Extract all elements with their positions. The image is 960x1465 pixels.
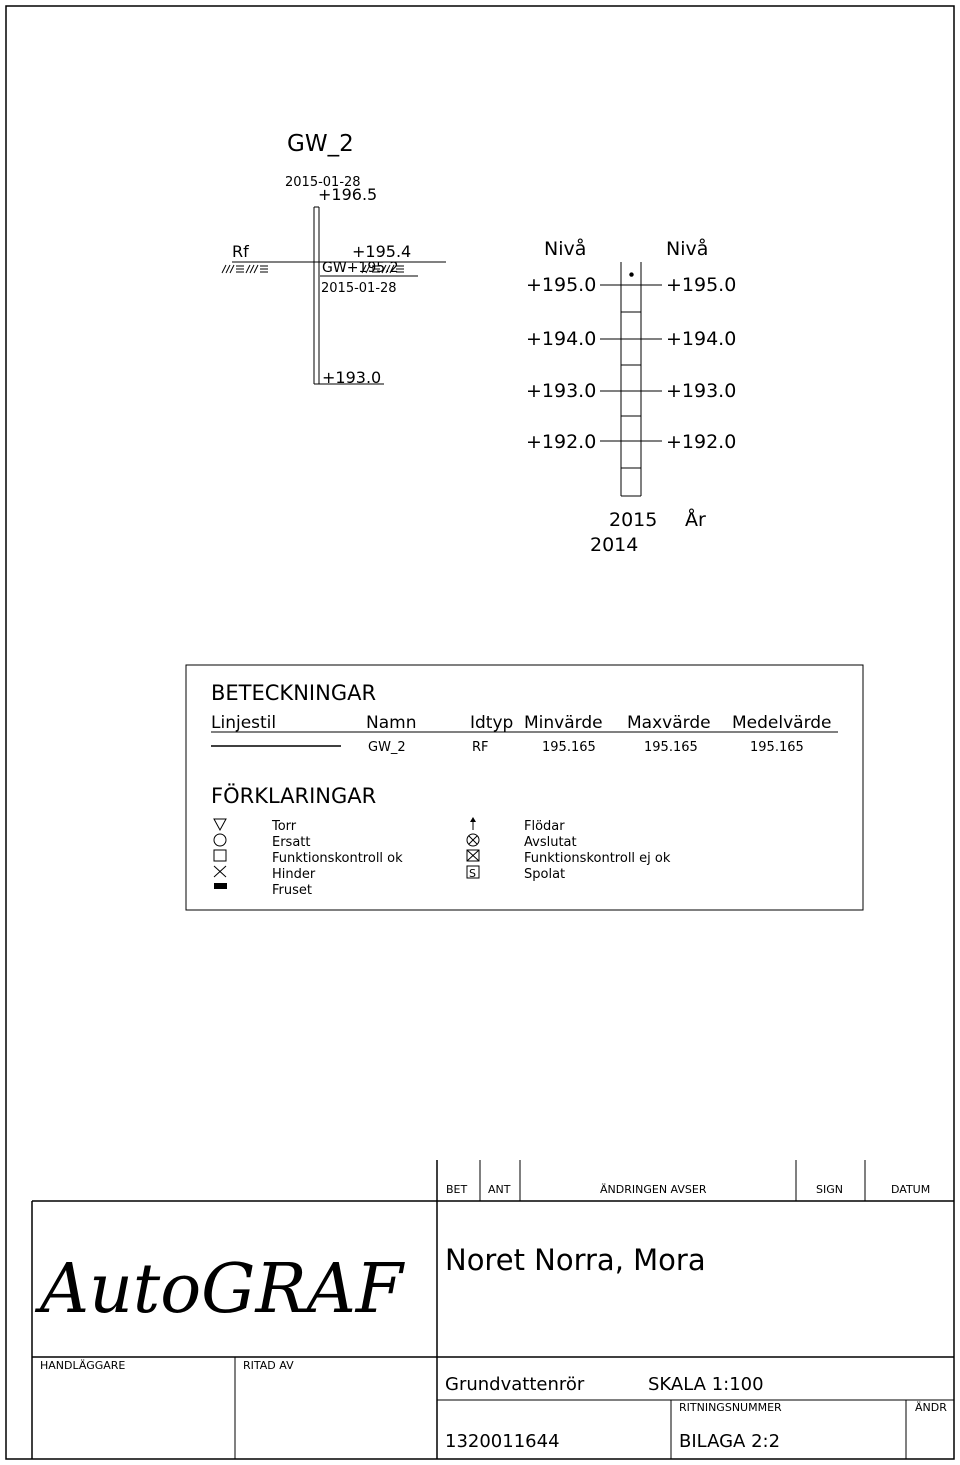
well-bottom-level: +193.0 (322, 368, 382, 387)
cross-icon (214, 866, 226, 877)
legend-item-label: Flödar (524, 819, 565, 834)
revision-header-date: DATUM (891, 1183, 931, 1196)
ritad-av-label: RITAD AV (243, 1359, 294, 1372)
left-tick-label: +194.0 (526, 328, 597, 350)
square-icon (214, 850, 226, 861)
rf-label: Rf (232, 242, 249, 261)
left-tick-label: +192.0 (526, 431, 597, 453)
revision-header-bet: BET (446, 1183, 468, 1196)
drawing-number-label: RITNINGSNUMMER (679, 1401, 782, 1414)
level-chart (526, 237, 736, 556)
circle-icon (214, 834, 226, 846)
legend-item-label: Funktionskontroll ok (272, 851, 403, 866)
project-title: Noret Norra, Mora (445, 1243, 706, 1277)
right-tick-label: +193.0 (666, 380, 737, 402)
revision-header-ant: ANT (488, 1183, 511, 1196)
left-tick-label: +193.0 (526, 380, 597, 402)
rf-level: +195.4 (352, 242, 412, 261)
header-name: Namn (366, 713, 417, 733)
square-cross-icon (467, 850, 479, 861)
arrow-up-icon (470, 817, 476, 830)
legend-item-label: Hinder (272, 867, 316, 882)
autograf-logo: AutoGRAF (40, 1250, 403, 1329)
sheet-number: BILAGA 2:2 (679, 1431, 781, 1452)
scale: SKALA 1:100 (648, 1374, 764, 1395)
legend-title: BETECKNINGAR (211, 681, 377, 705)
legend-box (186, 665, 863, 910)
legend-item-label: Funktionskontroll ej ok (524, 851, 671, 866)
well-top-level: +196.5 (318, 185, 378, 204)
ground-hatch-left (222, 265, 268, 273)
right-axis-title: Nivå (666, 238, 709, 260)
x-label-2015: 2015 (609, 509, 658, 531)
legend-item-label: Avslutat (524, 835, 577, 850)
well-profile (222, 131, 446, 387)
handlaggare-label: HANDLÄGGARE (40, 1359, 126, 1372)
gw-date: 2015-01-28 (321, 281, 397, 296)
row-name: GW_2 (368, 740, 406, 755)
right-tick-label: +192.0 (666, 431, 737, 453)
title-block (32, 1160, 954, 1459)
header-max: Maxvärde (627, 713, 711, 733)
drawing-number: 1320011644 (445, 1431, 560, 1452)
explanations-title: FÖRKLARINGAR (211, 784, 377, 808)
legend-item-label: Torr (272, 819, 297, 834)
x-label-2014: 2014 (590, 534, 639, 556)
s-box-icon (467, 866, 479, 880)
triangle-down-icon (214, 819, 226, 830)
legend-item-label: Ersatt (272, 835, 311, 850)
header-idtype: Idtyp (470, 713, 514, 733)
header-min: Minvärde (524, 713, 603, 733)
circle-cross-icon (467, 834, 479, 846)
legend-item-label: Fruset (272, 883, 312, 898)
legend-item-label: Spolat (524, 867, 566, 882)
right-tick-label: +194.0 (666, 328, 737, 350)
data-point (629, 272, 633, 276)
andr-label: ÄNDR (915, 1401, 947, 1414)
row-mean: 195.165 (750, 740, 804, 755)
x-axis-title: År (685, 509, 706, 531)
row-min: 195.165 (542, 740, 596, 755)
drawing-type: Grundvattenrör (445, 1374, 585, 1395)
header-linestyle: Linjestil (211, 713, 277, 733)
left-axis-title: Nivå (544, 238, 587, 260)
gw-level-label: GW+195.2 (322, 260, 399, 276)
row-idtype: RF (472, 740, 489, 755)
revision-header-change: ÄNDRINGEN AVSER (600, 1183, 707, 1196)
revision-header-sign: SIGN (816, 1183, 843, 1196)
filled-bar-icon (214, 883, 227, 889)
well-name: GW_2 (287, 131, 354, 157)
svg-text:S: S (469, 867, 476, 880)
row-max: 195.165 (644, 740, 698, 755)
well-top-date: 2015-01-28 (285, 175, 361, 190)
left-tick-label: +195.0 (526, 274, 597, 296)
right-tick-label: +195.0 (666, 274, 737, 296)
header-mean: Medelvärde (732, 713, 832, 733)
